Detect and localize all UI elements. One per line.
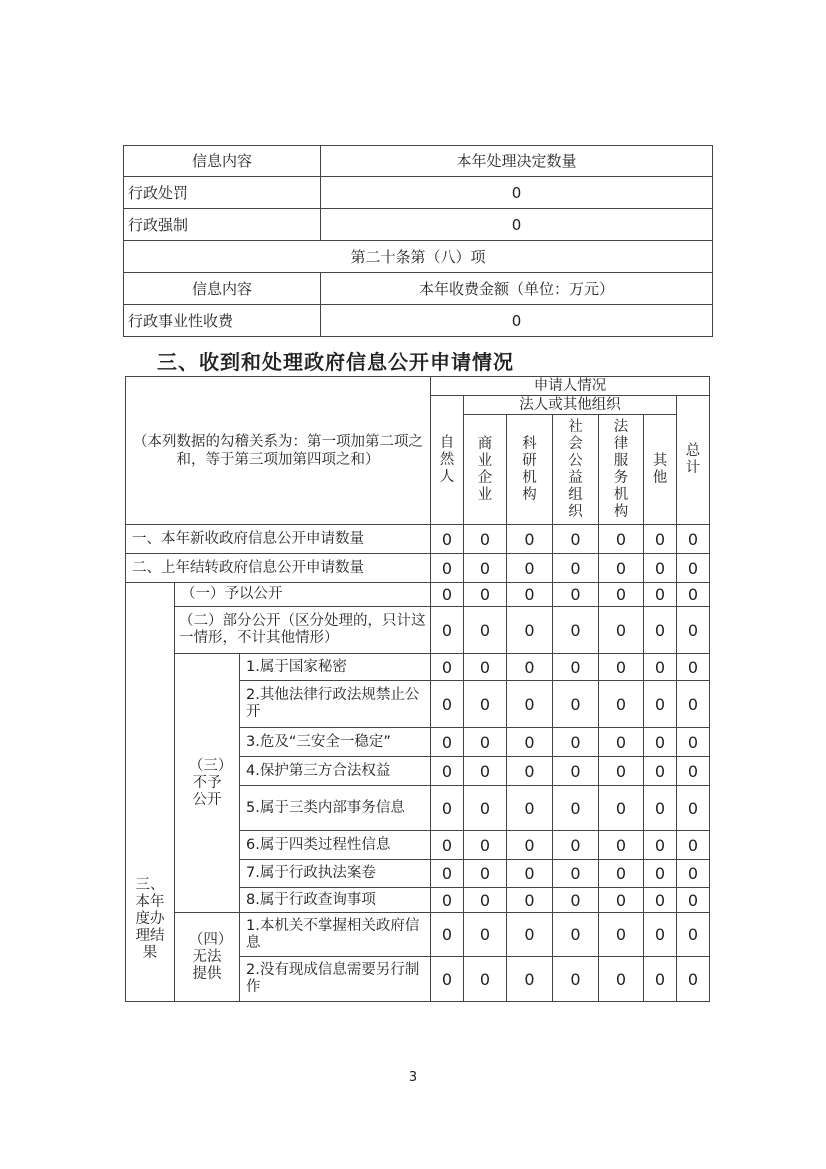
cell: 0: [553, 913, 599, 957]
section-title: 三、收到和处理政府信息公开申请情况: [157, 350, 514, 374]
table-header-row: [124, 146, 713, 177]
cell: 0: [677, 607, 710, 654]
cell: 0: [431, 607, 464, 654]
cell: 0: [599, 525, 644, 554]
cell: 0: [507, 607, 553, 654]
cell: 0: [599, 681, 644, 728]
cell: 0: [677, 757, 710, 786]
cell: 0: [599, 757, 644, 786]
row-label: 1.属于国家秘密: [240, 654, 431, 681]
cell: 0: [677, 554, 710, 583]
cell: 0: [553, 525, 599, 554]
cell: 0: [431, 957, 464, 1002]
cell: 0: [507, 681, 553, 728]
cell: 0: [431, 786, 464, 831]
cell: 0: [677, 583, 710, 607]
cell: 0: [507, 860, 553, 888]
row-value: 0: [321, 177, 713, 209]
table-row: [126, 583, 710, 607]
cell: 0: [464, 957, 507, 1002]
cell: 0: [599, 728, 644, 757]
cell: 0: [553, 654, 599, 681]
cell: 0: [677, 860, 710, 888]
group-processing-result: 三、本年度办理结果: [126, 583, 175, 1002]
row-label: 行政处罚: [124, 177, 321, 209]
cell: 0: [644, 957, 677, 1002]
table-row: [126, 913, 710, 957]
row-label: （一）予以公开: [175, 583, 431, 607]
cell: 0: [464, 654, 507, 681]
col-other: 其他: [644, 415, 677, 525]
table-header-row: [124, 273, 713, 305]
cell: 0: [464, 583, 507, 607]
cell: 0: [431, 654, 464, 681]
cell: 0: [464, 786, 507, 831]
cell: 0: [553, 728, 599, 757]
cell: 0: [431, 888, 464, 913]
table-row: [126, 654, 710, 681]
cell: 0: [553, 681, 599, 728]
cell: 0: [599, 786, 644, 831]
table-row: [126, 607, 710, 654]
cell: 0: [553, 831, 599, 860]
cell: 0: [507, 786, 553, 831]
row-label: 一、本年新收政府信息公开申请数量: [126, 525, 431, 554]
header-info-content: 信息内容: [124, 146, 321, 177]
row-label: 4.保护第三方合法权益: [240, 757, 431, 786]
cell: 0: [507, 757, 553, 786]
application-table: [125, 376, 710, 1002]
cell: 0: [507, 554, 553, 583]
cell: 0: [553, 786, 599, 831]
cell: 0: [644, 860, 677, 888]
table-row: [124, 209, 713, 241]
cell: 0: [431, 681, 464, 728]
applicant-header: 申请人情况: [431, 377, 710, 396]
row-value: 0: [321, 209, 713, 241]
row-label: 3.危及“三安全一稳定”: [240, 728, 431, 757]
cell: 0: [644, 583, 677, 607]
cell: 0: [507, 728, 553, 757]
row-label: 行政强制: [124, 209, 321, 241]
cell: 0: [599, 957, 644, 1002]
cell: 0: [553, 583, 599, 607]
header-info-content: 信息内容: [124, 273, 321, 305]
cell: 0: [599, 554, 644, 583]
row-label: 二、上年结转政府信息公开申请数量: [126, 554, 431, 583]
cell: 0: [644, 913, 677, 957]
cell: 0: [464, 554, 507, 583]
cell: 0: [599, 654, 644, 681]
cell: 0: [464, 757, 507, 786]
header-row-1: [126, 377, 710, 396]
calculation-note: （本列数据的勾稽关系为：第一项加第二项之和，等于第三项加第四项之和）: [126, 377, 431, 525]
section-label: 第二十条第（八）项: [124, 241, 713, 273]
row-value: 0: [321, 305, 713, 337]
cell: 0: [431, 728, 464, 757]
cell: 0: [677, 786, 710, 831]
cell: 0: [464, 728, 507, 757]
cell: 0: [431, 583, 464, 607]
row-label: 7.属于行政执法案卷: [240, 860, 431, 888]
cell: 0: [644, 681, 677, 728]
cell: 0: [464, 913, 507, 957]
cell: 0: [507, 913, 553, 957]
cell: 0: [644, 728, 677, 757]
cell: 0: [507, 583, 553, 607]
cell: 0: [507, 831, 553, 860]
cell: 0: [677, 831, 710, 860]
cell: 0: [431, 913, 464, 957]
row-label: 2.没有现成信息需要另行制作: [240, 957, 431, 1002]
cell: 0: [507, 888, 553, 913]
row-label: 1.本机关不掌握相关政府信息: [240, 913, 431, 957]
cell: 0: [677, 681, 710, 728]
cell: 0: [677, 525, 710, 554]
cell: 0: [599, 913, 644, 957]
cell: 0: [553, 757, 599, 786]
row-label: 行政事业性收费: [124, 305, 321, 337]
table-row: [126, 554, 710, 583]
cell: 0: [464, 525, 507, 554]
cell: 0: [464, 681, 507, 728]
cell: 0: [644, 654, 677, 681]
col-total: 总计: [677, 396, 710, 525]
page-number: 3: [408, 1070, 418, 1085]
cell: 0: [599, 831, 644, 860]
row-label: 8.属于行政查询事项: [240, 888, 431, 913]
cell: 0: [464, 888, 507, 913]
group-not-disclosed: （三）不予公开: [175, 654, 240, 913]
cell: 0: [553, 888, 599, 913]
cell: 0: [431, 860, 464, 888]
cell: 0: [644, 831, 677, 860]
cell: 0: [507, 957, 553, 1002]
group-unable-to-provide: （四）无法提供: [175, 913, 240, 1002]
cell: 0: [464, 860, 507, 888]
row-label: 2.其他法律行政法规禁止公开: [240, 681, 431, 728]
cell: 0: [644, 786, 677, 831]
cell: 0: [507, 525, 553, 554]
cell: 0: [677, 913, 710, 957]
section-row: [124, 241, 713, 273]
col-natural-person: 自然人: [431, 396, 464, 525]
cell: 0: [431, 831, 464, 860]
cell: 0: [644, 888, 677, 913]
cell: 0: [553, 957, 599, 1002]
cell: 0: [431, 554, 464, 583]
header-decision-count: 本年处理决定数量: [321, 146, 713, 177]
cell: 0: [599, 860, 644, 888]
cell: 0: [431, 525, 464, 554]
cell: 0: [464, 831, 507, 860]
table-row: [126, 525, 710, 554]
cell: 0: [644, 554, 677, 583]
row-label: 6.属于四类过程性信息: [240, 831, 431, 860]
cell: 0: [553, 607, 599, 654]
cell: 0: [677, 728, 710, 757]
row-label: （二）部分公开（区分处理的，只计这一情形，不计其他情形）: [175, 607, 431, 654]
cell: 0: [644, 607, 677, 654]
cell: 0: [677, 654, 710, 681]
cell: 0: [599, 888, 644, 913]
cell: 0: [677, 957, 710, 1002]
cell: 0: [644, 525, 677, 554]
col-social: 社会公益组织: [553, 415, 599, 525]
col-legal-service: 法律服务机构: [599, 415, 644, 525]
cell: 0: [599, 607, 644, 654]
cell: 0: [599, 583, 644, 607]
table-row: [124, 177, 713, 209]
cell: 0: [677, 888, 710, 913]
cell: 0: [553, 554, 599, 583]
cell: 0: [464, 607, 507, 654]
legal-org-header: 法人或其他组织: [464, 396, 677, 415]
cell: 0: [431, 757, 464, 786]
table-row: [124, 305, 713, 337]
enforcement-table: [123, 145, 713, 337]
header-fee-amount: 本年收费金额（单位：万元）: [321, 273, 713, 305]
row-label: 5.属于三类内部事务信息: [240, 786, 431, 831]
cell: 0: [644, 757, 677, 786]
col-research: 科研机构: [507, 415, 553, 525]
cell: 0: [507, 654, 553, 681]
cell: 0: [553, 860, 599, 888]
col-business: 商业企业: [464, 415, 507, 525]
